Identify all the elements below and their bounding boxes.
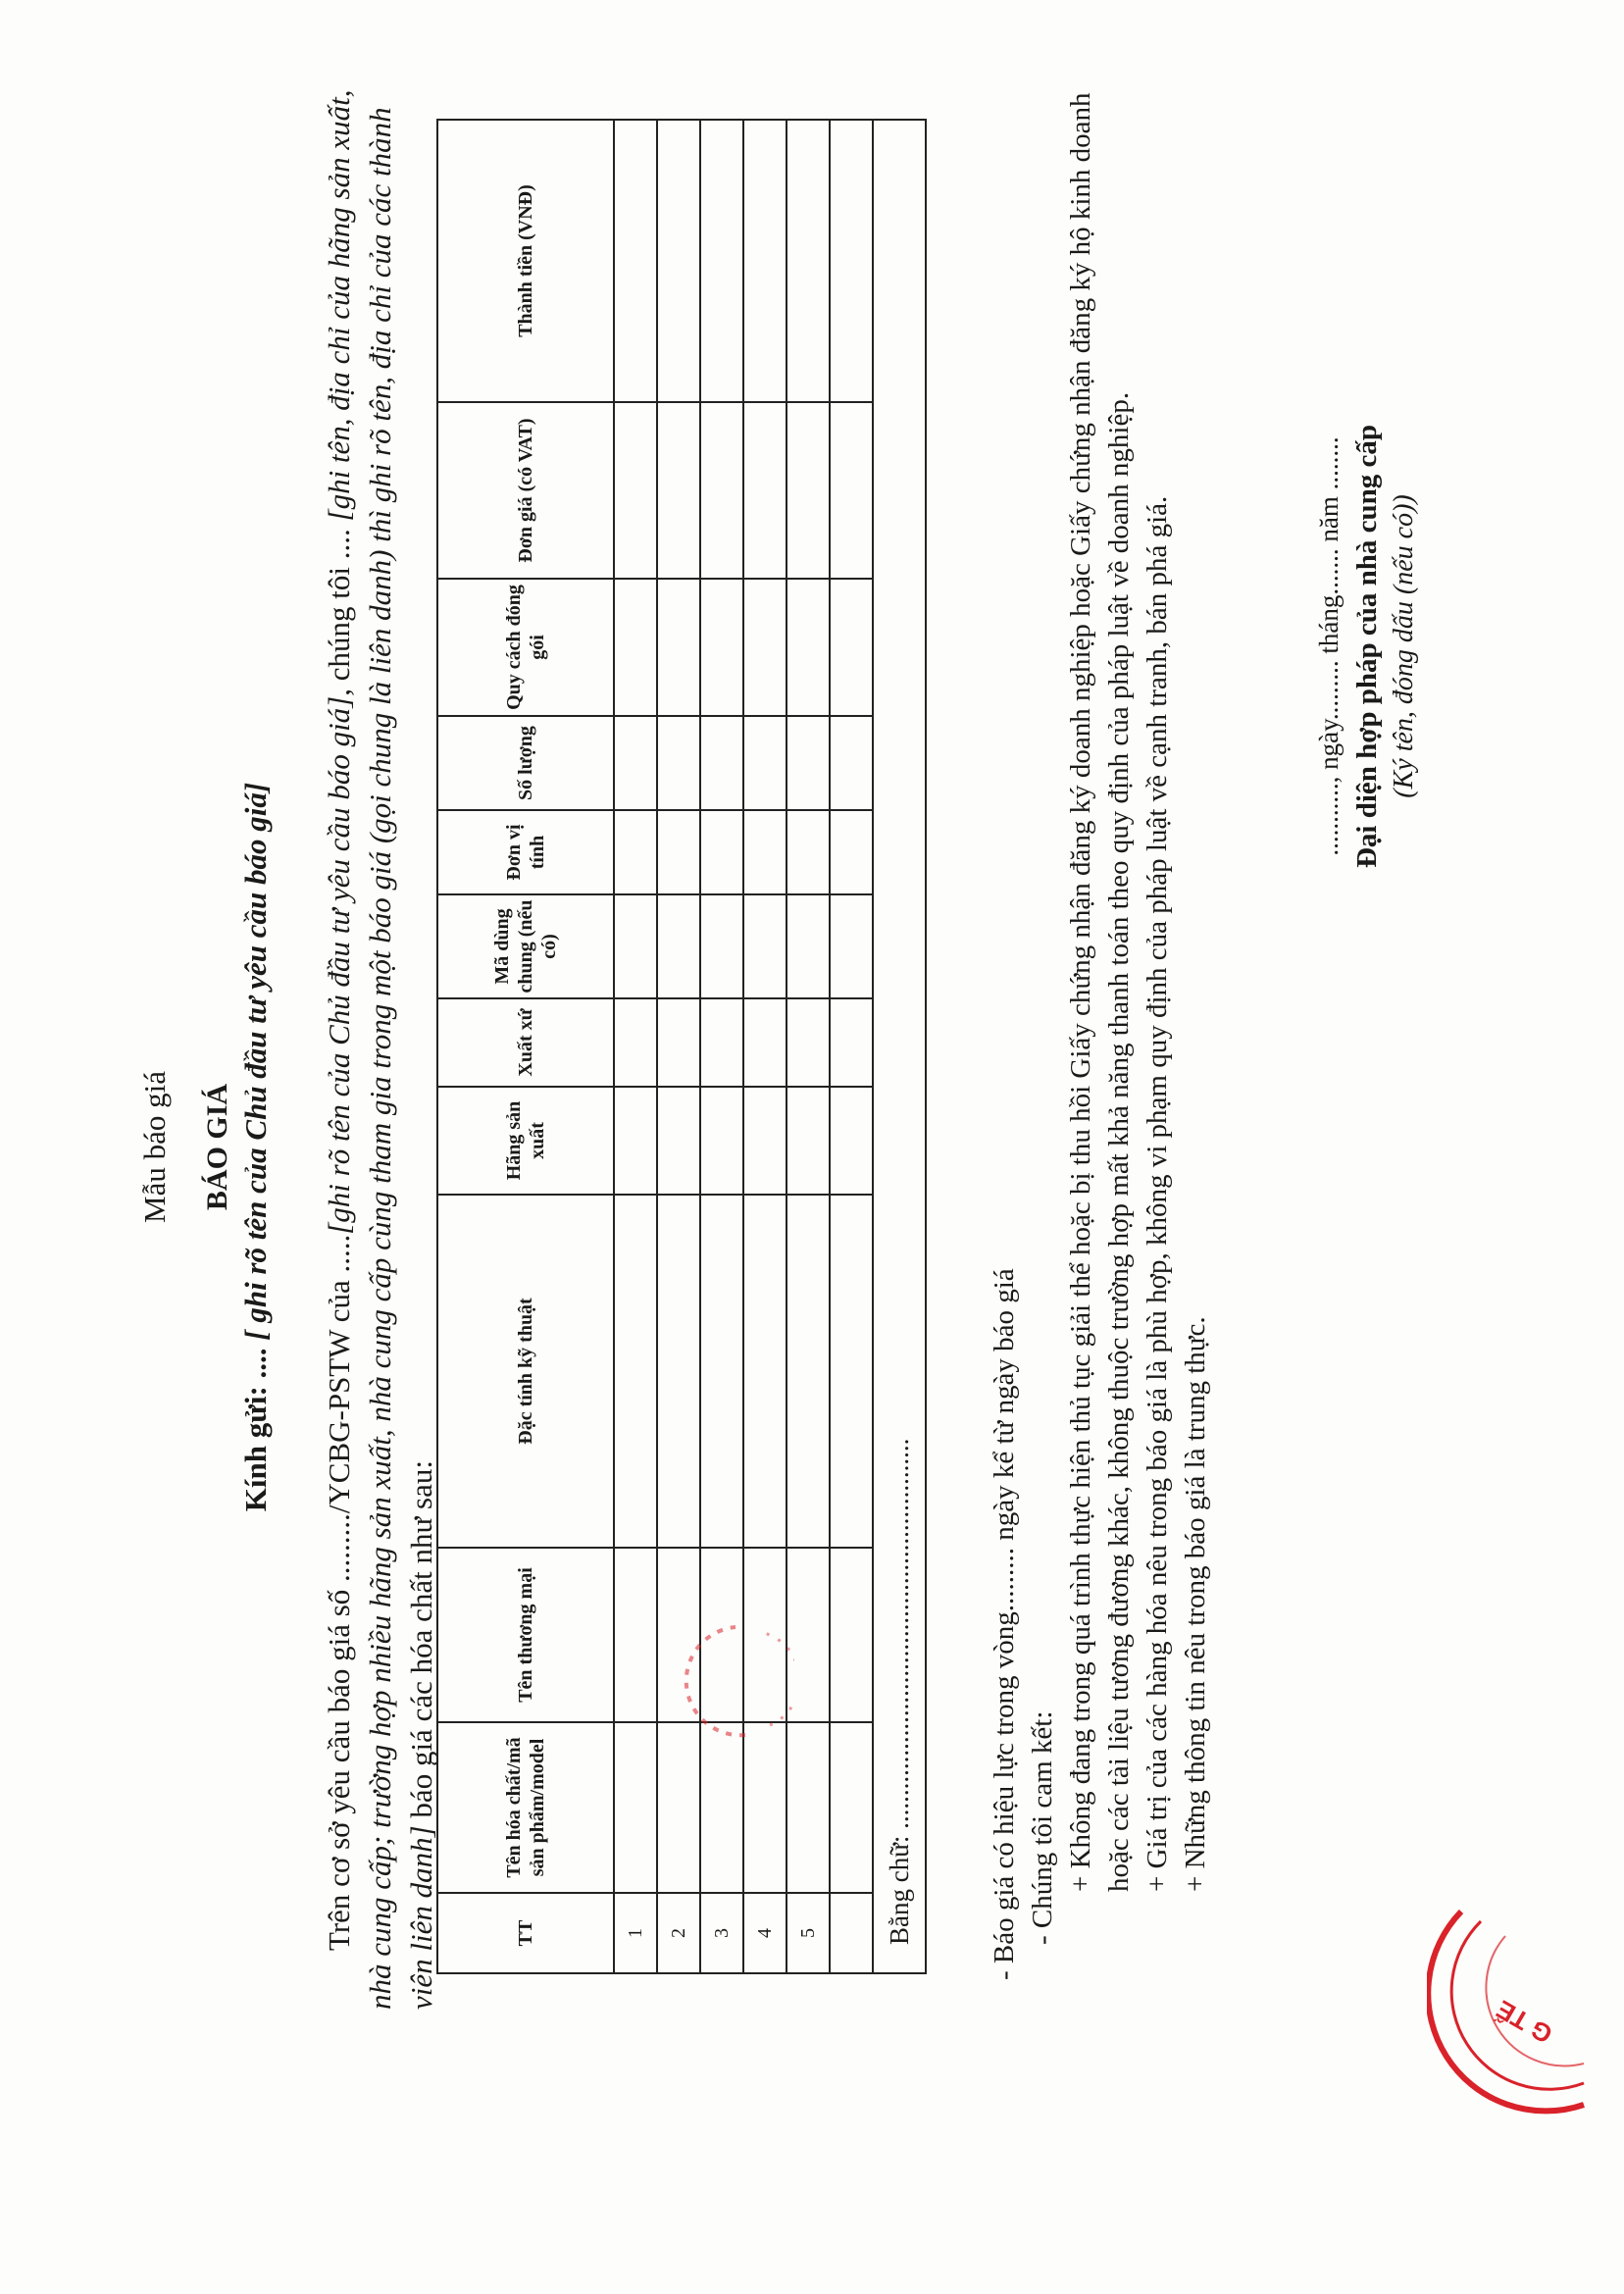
header-cell: Thành tiền (VNĐ): [437, 120, 614, 402]
header-cell: Đơn giá (có VAT): [437, 402, 614, 579]
intro-text-5: báo giá các hóa chất như sau:: [404, 1460, 438, 1826]
notes-section: [986, 58, 1215, 1980]
commitment-item: + Giá trị của các hàng hóa nêu trong báo giá là phù hợp, không vi phạm quy định của pháp luật về cạnh tranh, bán phá giá.: [1142, 495, 1173, 1892]
row-number: 2: [657, 1893, 700, 1973]
validity-note: - Báo giá có hiệu lực trong vòng......... ngày kể từ ngày báo giá: [989, 1268, 1020, 1980]
intro-text-1: Trên cơ sở yêu cầu báo giá số ........./YCBG-PSTW của .....: [322, 1234, 356, 1951]
stamp-seal: [1427, 1897, 1594, 2122]
commitment-item: + Những thông tin nêu trong báo giá là trung thực.: [1180, 1316, 1211, 1892]
row-number: 4: [743, 1893, 787, 1973]
header-cell: Tên thương mại: [437, 1548, 614, 1722]
header-cell: Xuất xứ: [437, 998, 614, 1087]
header-cell: Đặc tính kỹ thuật: [437, 1195, 614, 1548]
intro-text-4: [ghi tên, địa chỉ của hãng sản xuất, nhà cung cấp; trường hợp nhiều hãng sản xuất, nhà cung cấp cùng tham gia trong một báo giá (gọi chung là liên danh) thì ghi rõ tên, địa chỉ của các thành viên liên danh]: [322, 89, 438, 2010]
intro-paragraph: [319, 87, 442, 2010]
amount-in-words-row: [873, 120, 926, 1973]
intro-text-2: [ghi rõ tên của Chủ đầu tư yêu cầu báo giá]: [322, 695, 356, 1235]
header-cell: Tên hóa chất/mã sản phẩm/model: [437, 1722, 614, 1893]
signature-date: ..........., ngày......... tháng....... năm ........: [1314, 436, 1344, 856]
intro-text-3: , chúng tôi ....: [322, 521, 356, 696]
row-number: 5: [787, 1893, 830, 1973]
addressee-prefix: Kính gửi: ....: [238, 1340, 273, 1512]
commitment-heading: - Chúng tôi cam kết:: [1027, 1710, 1058, 1945]
stamp-mark: [677, 1617, 794, 1745]
header-cell: Số lượng: [437, 716, 614, 810]
header-cell: TT: [437, 1893, 614, 1973]
document-title: BÁO GIÁ: [201, 1083, 233, 1211]
header-cell: Hãng sản xuất: [437, 1087, 614, 1195]
amount-in-words: Bằng chữ: ...........................................................: [873, 120, 926, 1973]
addressee-line: [238, 0, 274, 2294]
commitment-item: + Không đang trong quá trình thực hiện thủ tục giải thể hoặc bị thu hồi Giấy chứng nhận đăng ký doanh nghiệp hoặc Giấy chứng nhận đăng ký hộ kinh doanh hoặc các tài liệu tương đương khác, không thuộc trường hợp mất khả năng thanh toán theo quy định của pháp luật về doanh nghiệp.: [1065, 92, 1135, 1892]
stamp-text: G TẾ: [1491, 1994, 1557, 2050]
header-cell: Mã dùng chung (nếu có): [437, 894, 614, 998]
addressee-placeholder: [ ghi rõ tên của Chủ đầu tư yêu cầu báo giá]: [238, 782, 273, 1341]
signature-title: Đại diện hợp pháp của nhà cung cấp: [1351, 424, 1383, 869]
signature-note: (Ký tên, đóng dấu (nếu có)): [1389, 494, 1419, 798]
table-header-row: [437, 120, 614, 1973]
header-cell: Quy cách đóng gói: [437, 579, 614, 716]
header-cell: Đơn vị tính: [437, 810, 614, 894]
table-row: [830, 120, 873, 1973]
document-label: Mẫu báo giá: [137, 1071, 172, 1223]
table-row: [614, 120, 657, 1973]
row-number: 1: [614, 1893, 657, 1973]
row-number: 3: [700, 1893, 743, 1973]
